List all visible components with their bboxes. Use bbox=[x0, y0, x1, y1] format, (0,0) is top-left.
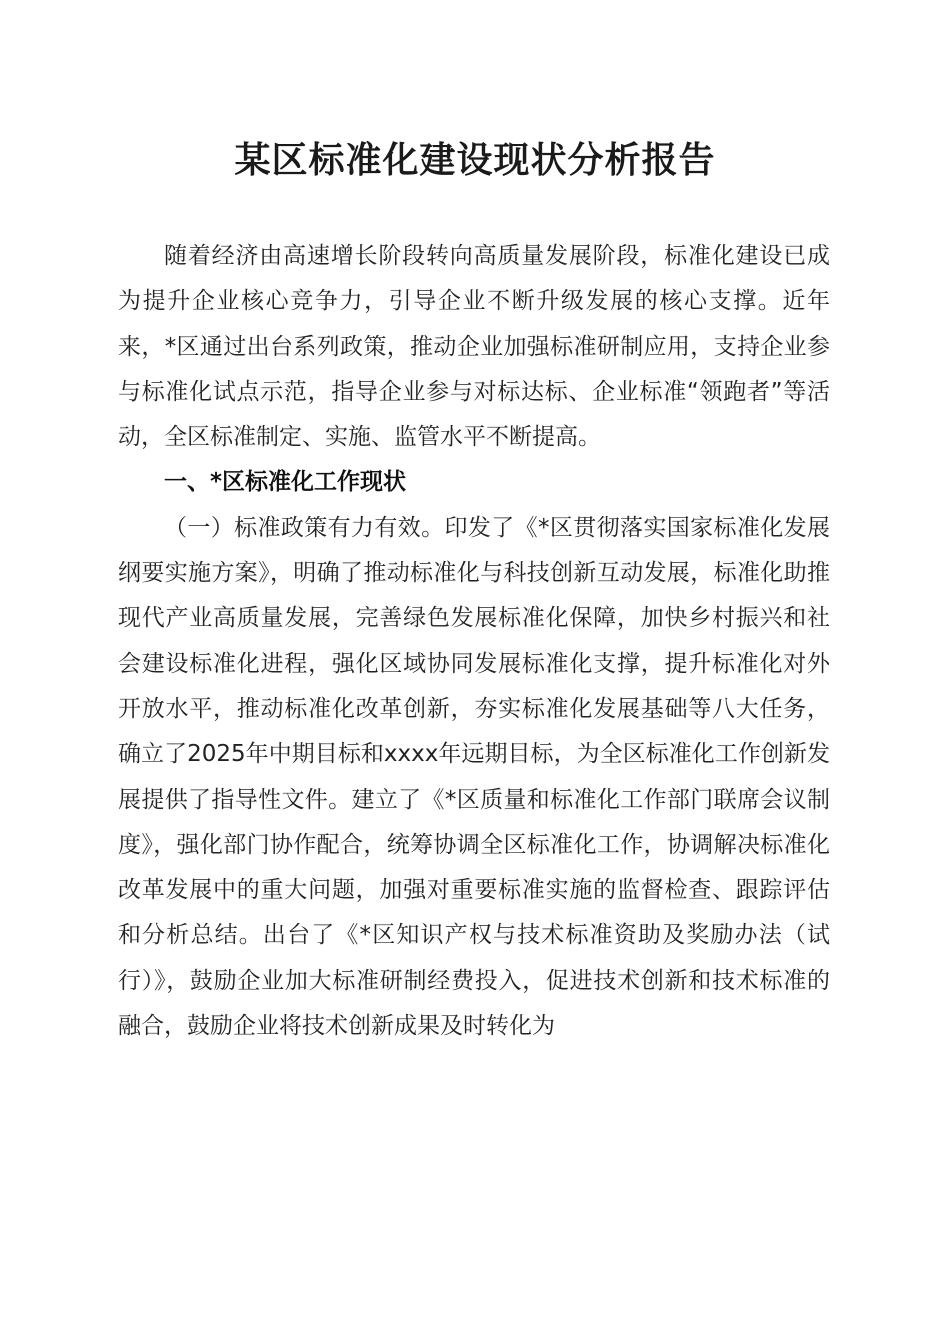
intro-paragraph: 随着经济由高速增长阶段转向高质量发展阶段，标准化建设已成为提升企业核心竞争力，引导企业不断升级发展的核心支撑。近年来，*区通过出台系列政策，推动企业加强标准研制应用，支持企业参与标准化试点示范，指导企业参与对标达标、企业标准“领跑者”等活动，全区标准制定、实施、监管水平不断提高。 bbox=[118, 243, 830, 451]
document-body bbox=[118, 234, 830, 1049]
section-heading: 一、*区标准化工作现状 bbox=[164, 469, 407, 496]
section-paragraph: （一）标准政策有力有效。印发了《*区贯彻落实国家标准化发展纲要实施方案》，明确了推动标准化与科技创新互动发展，标准化助推现代产业高质量发展，完善绿色发展标准化保障，加快乡村振兴和社会建设标准化进程，强化区域协同发展标准化支撑，提升标准化对外开放水平，推动标准化改革创新，夯实标准化发展基础等八大任务，确立了2025年中期目标和xxxx年远期目标，为全区标准化工作创新发展提供了指导性文件。建立了《*区质量和标准化工作部门联席会议制度》，强化部门协作配合，统筹协调全区标准化工作，协调解决标准化改革发展中的重大问题，加强对重要标准实施的监督检查、跟踪评估和分析总结。出台了《*区知识产权与技术标准资助及奖励办法（试行）》，鼓励企业加大标准研制经费投入，促进技术创新和技术标准的融合，鼓励企业将技术创新成果及时转化为 bbox=[118, 514, 830, 1040]
document-title: 某区标准化建设现状分析报告 bbox=[234, 139, 716, 181]
